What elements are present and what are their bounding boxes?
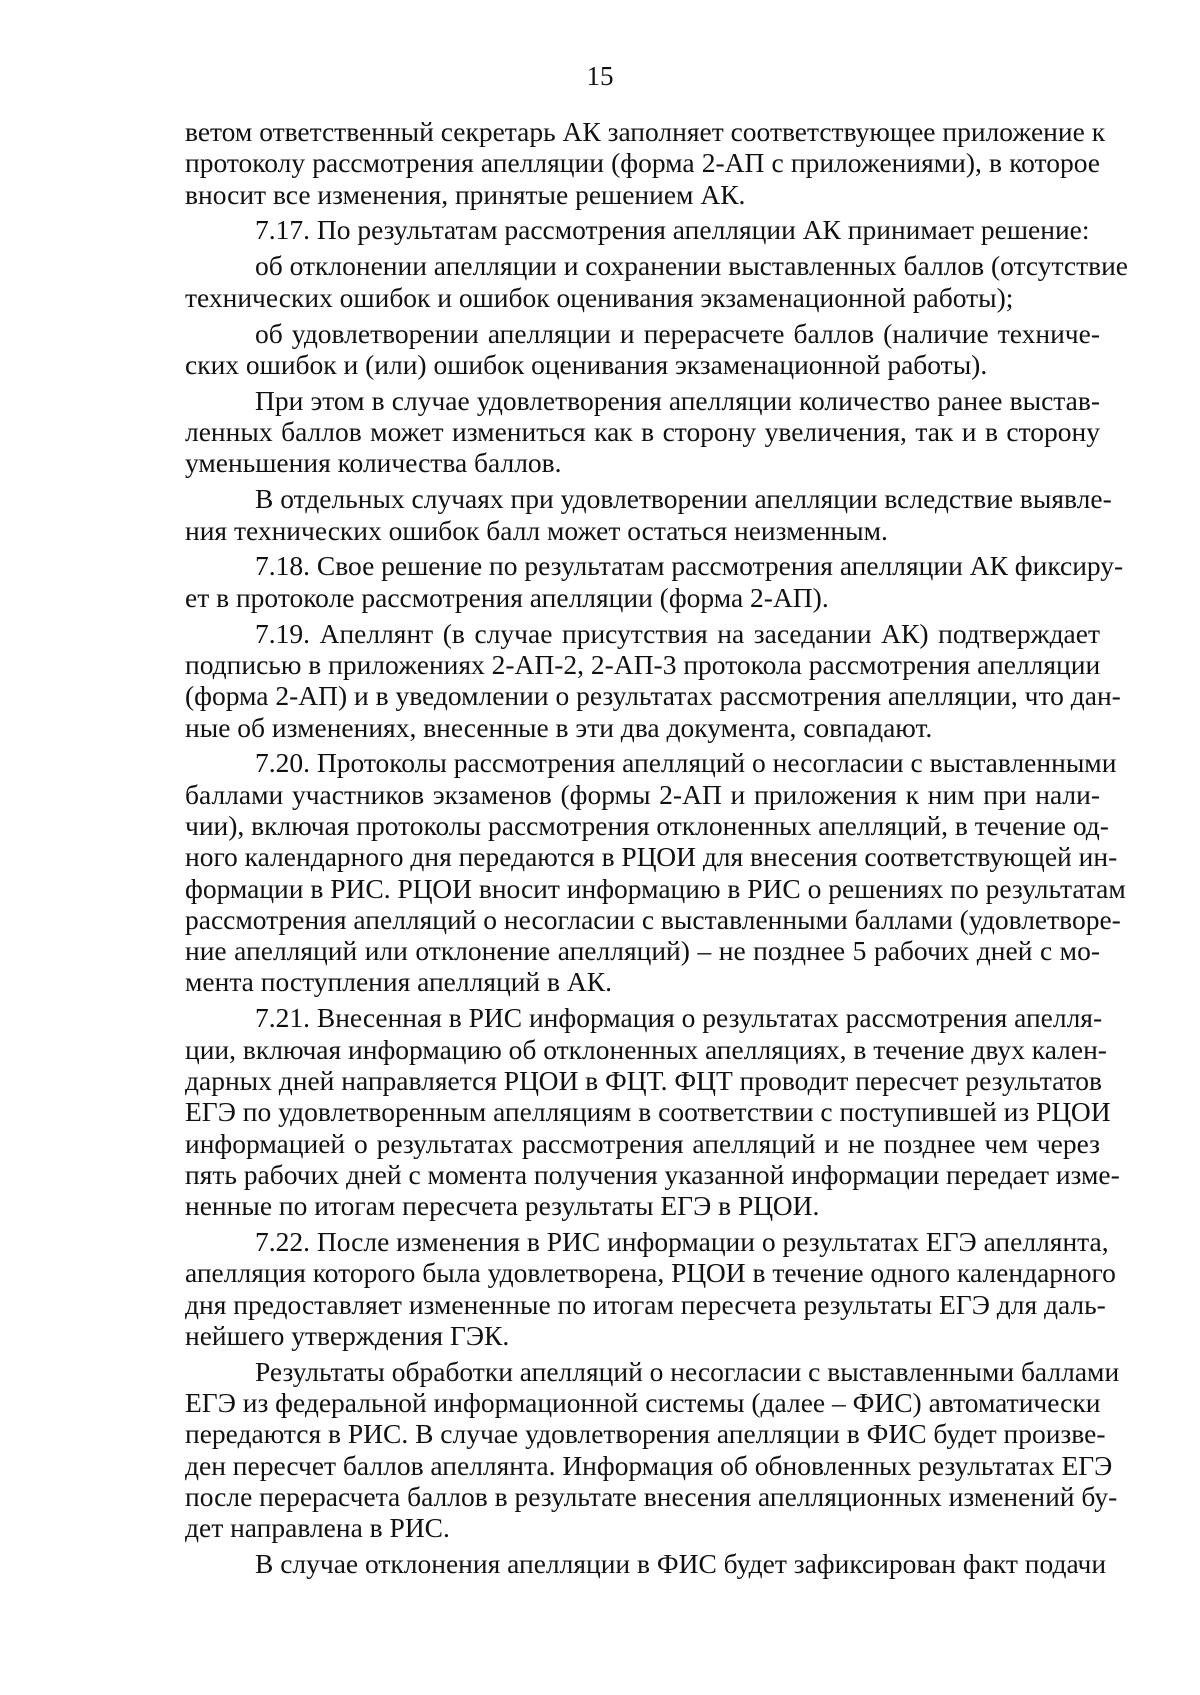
- text-line: мента поступления апелляций в АК.: [185, 966, 612, 998]
- text-line: Результаты обработки апелляций о несогласии с выставленными баллами: [255, 1355, 1120, 1387]
- text-line: об отклонении апелляции и сохранении выставленных баллов (отсутствие: [255, 250, 1128, 282]
- text-line: вносит все изменения, принятые решением АК.: [185, 178, 746, 210]
- text-line: формации в РИС. РЦОИ вносит информацию в РИС о решениях по результатам: [185, 872, 1126, 904]
- text-line: после перерасчета баллов в результате внесения апелляционных изменений бу-: [185, 1481, 1118, 1512]
- text-line: ветом ответственный секретарь АК заполняет соответствующее приложение к: [185, 116, 1106, 147]
- text-line: дня предоставляет измененные по итогам пересчета результаты ЕГЭ для даль-: [185, 1288, 1106, 1320]
- text-line: подписью в приложениях 2-АП-2, 2-АП-3 протокола рассмотрения апелляции: [185, 648, 1101, 680]
- paragraph: [185, 483, 1112, 546]
- text-line: 7.20. Протоколы рассмотрения апелляций о несогласии с выставленными: [255, 747, 1117, 779]
- text-line: ден пересчет баллов апеллянта. Информация об обновленных результатах ЕГЭ: [185, 1449, 1113, 1481]
- text-line: информацией о результатах рассмотрения апелляций и не позднее чем через: [185, 1127, 1100, 1159]
- text-line: ния технических ошибок балл может остаться неизменным.: [185, 514, 888, 546]
- text-line: протоколу рассмотрения апелляции (форма 2-АП с приложениями), в которое: [185, 147, 1100, 179]
- text-line: уменьшения количества баллов.: [185, 447, 562, 479]
- text-line: 7.22. После изменения в РИС информации о результатах ЕГЭ апеллянта,: [255, 1226, 1109, 1258]
- paragraph: [185, 250, 1128, 313]
- text-line: ленных баллов может измениться как в сторону увеличения, так и в сторону: [185, 416, 1100, 448]
- text-line: ненные по итогам пересчета результаты ЕГЭ в РЦОИ.: [185, 1190, 820, 1222]
- text-line: ции, включая информацию об отклоненных апелляциях, в течение двух кален-: [185, 1033, 1107, 1065]
- text-line: апелляция которого была удовлетворена, РЦОИ в течение одного календарного: [185, 1257, 1116, 1289]
- paragraph: [185, 747, 1126, 998]
- text-line: нейшего утверждения ГЭК.: [185, 1319, 510, 1351]
- paragraph: [185, 617, 1121, 743]
- text-line: 7.17. По результатам рассмотрения апелляции АК принимает решение:: [255, 214, 1090, 246]
- paragraph: [185, 1226, 1116, 1351]
- paragraph: [185, 1548, 1107, 1580]
- text-line: передаются в РИС. В случае удовлетворения апелляции в ФИС будет произве-: [185, 1418, 1106, 1450]
- text-line: ние апелляций или отклонение апелляций) – не позднее 5 рабочих дней с мо-: [185, 935, 1100, 967]
- text-line: ских ошибок и (или) ошибок оценивания экзаменационной работы).: [185, 348, 988, 380]
- text-line: чии), включая протоколы рассмотрения отклоненных апелляций, в течение од-: [185, 809, 1109, 841]
- text-line: 7.21. Внесенная в РИС информация о результатах рассмотрения апелля-: [255, 1002, 1103, 1034]
- paragraph: [185, 1002, 1120, 1222]
- paragraph: [185, 1355, 1120, 1544]
- text-line: ет в протоколе рассмотрения апелляции (форма 2-АП).: [185, 581, 829, 613]
- text-line: об удовлетворении апелляции и перерасчете баллов (наличие техниче-: [255, 317, 1100, 349]
- text-line: В отдельных случаях при удовлетворении апелляции вследствие выявле-: [255, 483, 1112, 515]
- text-line: рассмотрения апелляций о несогласии с выставленными баллами (удовлетворе-: [185, 903, 1121, 935]
- text-line: дарных дней направляется РЦОИ в ФЦТ. ФЦТ проводит пересчет результатов: [185, 1064, 1102, 1096]
- text-line: ЕГЭ из федеральной информационной системы (далее – ФИС) автоматически: [185, 1387, 1101, 1419]
- page-number: 15: [586, 61, 614, 91]
- text-line: (форма 2-АП) и в уведомлении о результатах рассмотрения апелляции, что дан-: [185, 680, 1121, 712]
- paragraph: [185, 116, 1106, 210]
- body-text: [185, 116, 1128, 1584]
- paragraph: [185, 318, 1100, 381]
- text-line: 7.19. Апеллянт (в случае присутствия на заседании АК) подтверждает: [255, 617, 1100, 649]
- text-line: технических ошибок и ошибок оценивания экзаменационной работы);: [185, 281, 1014, 313]
- text-line: ные об изменениях, внесенные в эти два документа, совпадают.: [185, 711, 933, 743]
- text-line: ного календарного дня передаются в РЦОИ для внесения соответствующей ин-: [185, 841, 1118, 873]
- paragraph: [185, 385, 1100, 479]
- text-line: пять рабочих дней с момента получения указанной информации передает изме-: [185, 1158, 1120, 1190]
- text-line: баллами участников экзаменов (формы 2-АП и приложения к ним при нали-: [185, 778, 1100, 810]
- text-line: дет направлена в РИС.: [185, 1512, 450, 1544]
- text-line: ЕГЭ по удовлетворенным апелляциям в соответствии с поступившей из РЦОИ: [185, 1096, 1111, 1128]
- text-line: При этом в случае удовлетворения апелляции количество ранее выстав-: [255, 384, 1100, 416]
- paragraph: [185, 550, 1124, 613]
- paragraph: [185, 214, 1100, 245]
- text-line: В случае отклонения апелляции в ФИС будет зафиксирован факт подачи: [255, 1548, 1107, 1580]
- text-line: 7.18. Свое решение по результатам рассмотрения апелляции АК фиксиру-: [255, 550, 1124, 582]
